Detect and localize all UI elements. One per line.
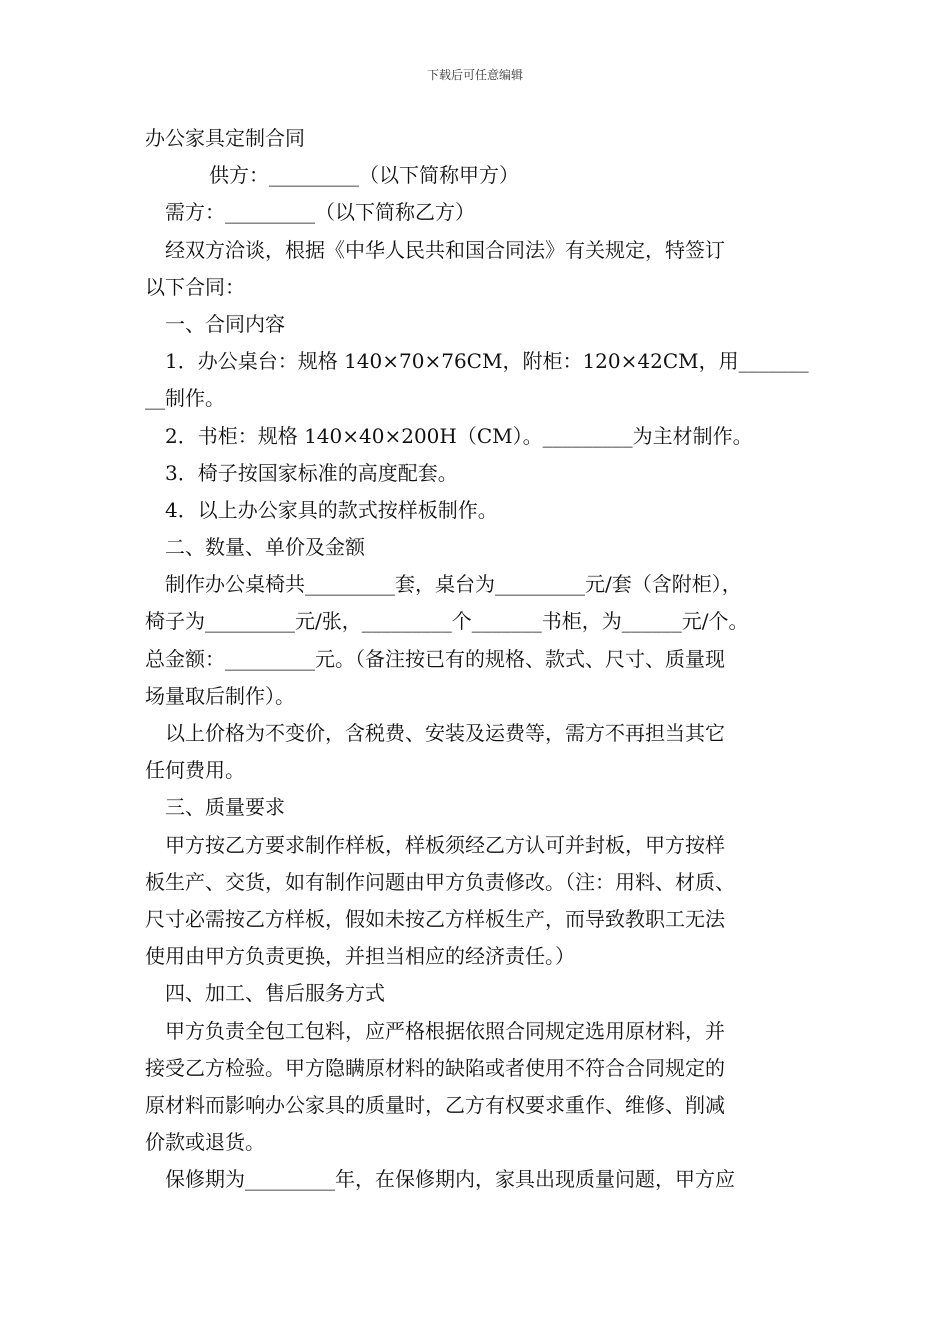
paragraph-line: 制作办公桌椅共_________套，桌台为_________元/套（含附柜）， xyxy=(165,572,742,597)
section-heading: 二、数量、单价及金额 xyxy=(165,535,365,560)
paragraph-line: 以下合同： xyxy=(145,274,245,299)
paragraph-line: 尺寸必需按乙方样板，假如未按乙方样板生产，而导致教职工无法 xyxy=(145,906,725,931)
paragraph-line: 甲方按乙方要求制作样板，样板须经乙方认可并封板，甲方按样 xyxy=(165,832,725,857)
paragraph-line: 场量取后制作）。 xyxy=(145,683,295,708)
paragraph-line: 甲方负责全包工包料，应严格根据依照合同规定选用原材料，并 xyxy=(165,1018,725,1043)
paragraph-line: 使用由甲方负责更换，并担当相应的经济责任。） xyxy=(145,944,575,969)
contract-body xyxy=(145,120,815,1198)
paragraph-line: 以上价格为不变价，含税费、安装及运费等，需方不再担当其它 xyxy=(165,721,725,745)
section-heading: 一、合同内容 xyxy=(165,311,285,336)
section-heading: 四、加工、售后服务方式 xyxy=(165,981,385,1006)
list-item: 2．书柜：规格 140×40×200H（CM）。_________为主材制作。 xyxy=(165,423,753,448)
paragraph-line: 板生产、交货，如有制作问题由甲方负责修改。（注：用料、材质、 xyxy=(145,869,735,894)
paragraph-line: 接受乙方检验。甲方隐瞒原材料的缺陷或者使用不符合合同规定的 xyxy=(145,1055,725,1080)
paragraph-line: 经双方洽谈，根据《中华人民共和国合同法》有关规定，特签订 xyxy=(165,237,725,262)
paragraph-line: 原材料而影响办公家具的质量时，乙方有权要求重作、维修、削减 xyxy=(145,1092,725,1117)
list-item: 4．以上办公家具的款式按样板制作。 xyxy=(165,497,498,522)
paragraph-line: 任何费用。 xyxy=(145,758,245,783)
buyer-line: 需方：_________（以下简称乙方） xyxy=(165,200,475,225)
list-item: 3．椅子按国家标准的高度配套。 xyxy=(165,460,458,485)
paragraph-line: 总金额：_________元。（备注按已有的规格、款式、尺寸、质量现 xyxy=(145,646,725,671)
paragraph-line: 价款或退货。 xyxy=(145,1130,265,1155)
list-item: 1．办公桌台：规格 140×70×76CM，附柜：120×42CM，用_______ xyxy=(165,349,809,374)
list-item-continuation: __制作。 xyxy=(145,386,225,411)
document-title: 办公家具定制合同 xyxy=(145,126,305,150)
paragraph-line: 椅子为_________元/张，_________个_______书柜，为______元/个。 xyxy=(145,609,749,634)
paragraph-line: 保修期为_________年，在保修期内，家具出现质量问题，甲方应 xyxy=(165,1167,735,1192)
section-heading: 三、质量要求 xyxy=(165,795,285,820)
supplier-line: 供方：_________（以下简称甲方） xyxy=(209,163,519,188)
page-header: 下载后可任意编辑 xyxy=(426,68,523,82)
